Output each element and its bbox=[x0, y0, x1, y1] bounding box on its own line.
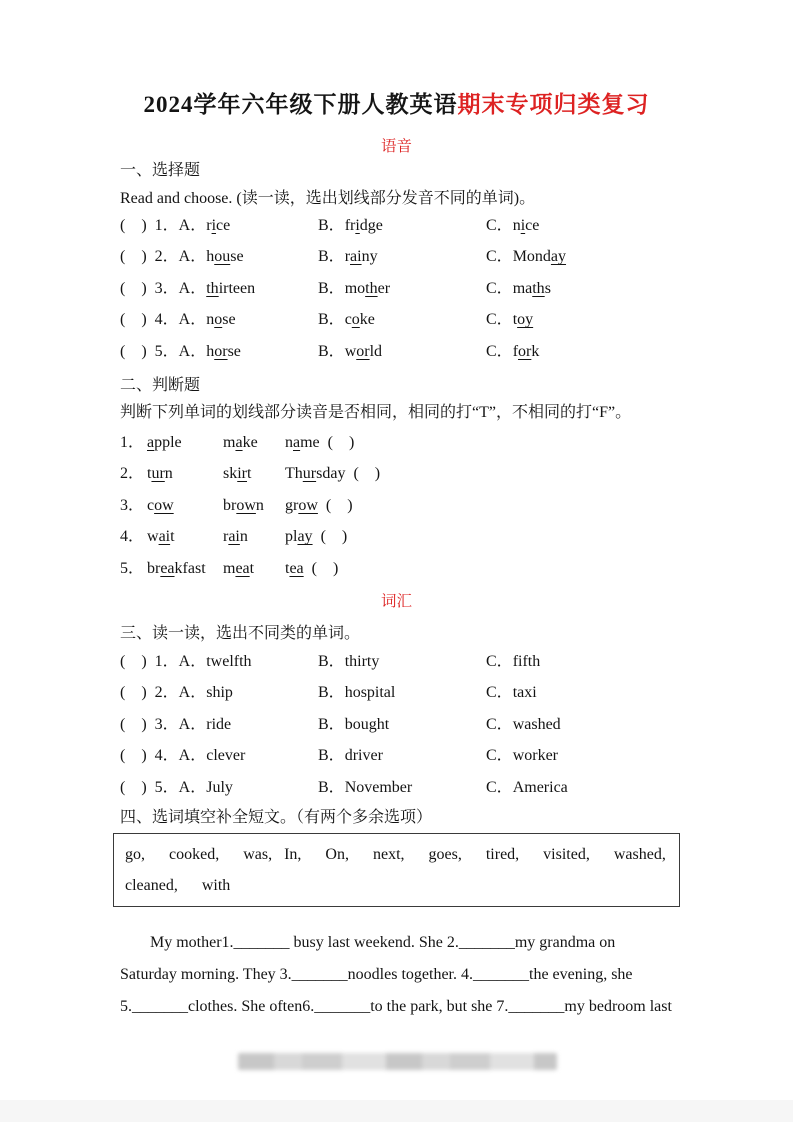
question-number: 2． bbox=[154, 684, 179, 702]
option-a bbox=[120, 646, 318, 677]
underlined-letters: ou bbox=[214, 248, 231, 266]
option-word: Monday bbox=[512, 248, 567, 266]
section-heading-phonics: 语音 bbox=[380, 138, 412, 155]
option-a bbox=[120, 241, 318, 272]
item-number: 3． bbox=[120, 496, 145, 514]
option-letter: A． bbox=[178, 653, 207, 670]
word-bank-line: cleaned, with bbox=[125, 877, 231, 894]
answer-bracket[interactable]: ( ) bbox=[120, 248, 147, 266]
option-a bbox=[120, 772, 318, 803]
option-word: America bbox=[512, 778, 568, 796]
choice-question-row bbox=[120, 273, 753, 304]
option-word: fifth bbox=[512, 653, 541, 670]
option-letter: C． bbox=[486, 653, 513, 670]
underlined-letters: ai bbox=[350, 248, 362, 266]
item-word: name bbox=[285, 434, 320, 451]
answer-bracket[interactable]: ( ) bbox=[120, 279, 147, 297]
option-letter: A． bbox=[178, 747, 207, 765]
word-bank-line: go, cooked, was, In, On, next, goes, tired, visited, washed, bbox=[125, 846, 666, 863]
choice-question-row bbox=[120, 241, 753, 272]
option-a bbox=[120, 304, 318, 335]
cloze-passage bbox=[120, 927, 682, 1023]
option-letter: B． bbox=[318, 747, 345, 765]
underlined-letters: oy bbox=[517, 311, 534, 329]
item-word: Thursday bbox=[285, 465, 346, 483]
option-c bbox=[486, 740, 753, 771]
option-letter: C． bbox=[486, 311, 513, 329]
item-word: play bbox=[285, 528, 313, 546]
option-c bbox=[486, 304, 753, 335]
option-word: rainy bbox=[344, 248, 378, 266]
underlined-letters: i bbox=[355, 217, 360, 234]
item-word: brown bbox=[223, 496, 264, 514]
true-false-item-row bbox=[120, 427, 753, 458]
question-number: 1． bbox=[154, 217, 179, 234]
answer-bracket[interactable]: ( ) bbox=[120, 217, 147, 234]
item-word: apple bbox=[147, 434, 182, 451]
option-b bbox=[318, 241, 486, 272]
underlined-letters: ow bbox=[298, 496, 318, 514]
item-word: make bbox=[223, 434, 258, 451]
underlined-letters: th bbox=[206, 279, 219, 297]
question-number: 4． bbox=[154, 747, 179, 765]
answer-bracket[interactable]: ( ) bbox=[120, 747, 147, 765]
item-word: cow bbox=[147, 496, 174, 514]
answer-bracket[interactable]: ( ) bbox=[353, 465, 381, 483]
option-c bbox=[486, 336, 753, 367]
option-word: toy bbox=[512, 311, 534, 329]
underlined-letters: ur bbox=[302, 465, 317, 483]
option-word: clever bbox=[206, 747, 246, 765]
option-word: fridge bbox=[344, 217, 383, 234]
true-false-item-row bbox=[120, 458, 753, 489]
answer-bracket[interactable]: ( ) bbox=[120, 778, 147, 796]
answer-bracket[interactable]: ( ) bbox=[325, 496, 353, 514]
option-word: worker bbox=[512, 747, 558, 765]
option-word: hospital bbox=[344, 684, 396, 702]
option-word: ship bbox=[206, 684, 233, 702]
answer-bracket[interactable]: ( ) bbox=[327, 434, 355, 451]
part2-title: 二、判断题 bbox=[120, 377, 201, 394]
option-b bbox=[318, 210, 486, 241]
option-letter: C． bbox=[486, 279, 513, 297]
underlined-letters: th bbox=[365, 279, 378, 297]
option-a bbox=[120, 740, 318, 771]
page-title-black: 2024学年六年级下册人教英语 bbox=[143, 92, 458, 117]
question-number: 1． bbox=[154, 653, 179, 670]
part2-item-list bbox=[120, 427, 753, 584]
option-letter: A． bbox=[178, 342, 207, 360]
choice-question-row bbox=[120, 677, 753, 708]
option-c bbox=[486, 646, 753, 677]
option-c bbox=[486, 273, 753, 304]
part1-instruction: Read and choose. (读一读，选出划线部分发音不同的单词)。 bbox=[120, 190, 536, 207]
answer-bracket[interactable]: ( ) bbox=[120, 715, 147, 733]
item-word: turn bbox=[147, 465, 173, 483]
option-c bbox=[486, 241, 753, 272]
option-a bbox=[120, 210, 318, 241]
option-letter: C． bbox=[486, 715, 513, 733]
underlined-letters: ow bbox=[154, 496, 174, 514]
option-word: driver bbox=[344, 747, 383, 765]
underlined-letters: ea bbox=[160, 559, 175, 577]
option-c bbox=[486, 709, 753, 740]
underlined-letters: i bbox=[211, 217, 217, 234]
option-letter: C． bbox=[486, 684, 513, 702]
option-word: house bbox=[206, 248, 244, 266]
page-title-red: 期末专项归类复习 bbox=[457, 92, 650, 117]
choice-question-row bbox=[120, 210, 753, 241]
underlined-letters: or bbox=[356, 342, 370, 360]
item-word: skirt bbox=[223, 465, 252, 483]
option-b bbox=[318, 304, 486, 335]
option-letter: C． bbox=[486, 747, 513, 765]
option-word: mother bbox=[344, 279, 391, 297]
answer-bracket[interactable]: ( ) bbox=[320, 528, 348, 546]
choice-question-row bbox=[120, 646, 753, 677]
underlined-letters: th bbox=[532, 279, 545, 297]
underlined-letters: ur bbox=[151, 465, 165, 483]
option-letter: B． bbox=[318, 653, 345, 670]
option-word: nice bbox=[512, 217, 540, 234]
item-word: tea bbox=[285, 559, 304, 577]
underlined-letters: o bbox=[351, 311, 360, 329]
option-letter: C． bbox=[486, 248, 513, 266]
option-word: taxi bbox=[512, 684, 537, 702]
option-word: July bbox=[206, 778, 233, 796]
item-word: meat bbox=[223, 559, 255, 577]
underlined-letters: or bbox=[518, 342, 532, 360]
underlined-letters: a bbox=[235, 434, 243, 451]
choice-question-row bbox=[120, 336, 753, 367]
underlined-letters: ai bbox=[228, 528, 240, 546]
option-word: coke bbox=[344, 311, 375, 329]
true-false-item-row bbox=[120, 521, 753, 552]
option-word: fork bbox=[512, 342, 540, 360]
item-number: 2． bbox=[120, 465, 145, 483]
answer-bracket[interactable]: ( ) bbox=[311, 559, 339, 577]
option-b bbox=[318, 646, 486, 677]
option-a bbox=[120, 709, 318, 740]
word-bank-box bbox=[113, 833, 680, 907]
option-letter: C． bbox=[486, 778, 513, 796]
page-title bbox=[0, 86, 793, 119]
option-word: world bbox=[344, 342, 383, 360]
option-letter: A． bbox=[178, 279, 207, 297]
option-c bbox=[486, 772, 753, 803]
option-a bbox=[120, 273, 318, 304]
option-letter: B． bbox=[318, 342, 345, 360]
option-word: maths bbox=[512, 279, 551, 297]
footer-band bbox=[0, 1100, 793, 1122]
option-b bbox=[318, 772, 486, 803]
underlined-letters: or bbox=[214, 342, 228, 360]
option-b bbox=[318, 709, 486, 740]
underlined-letters: ai bbox=[158, 528, 171, 546]
true-false-item-row bbox=[120, 553, 753, 584]
item-number: 5． bbox=[120, 559, 145, 577]
option-letter: B． bbox=[318, 248, 345, 266]
option-word: nose bbox=[206, 311, 236, 329]
item-word: grow bbox=[285, 496, 318, 514]
answer-bracket[interactable]: ( ) bbox=[120, 342, 147, 360]
option-letter: B． bbox=[318, 217, 345, 234]
blurred-watermark bbox=[238, 1053, 557, 1070]
option-b bbox=[318, 273, 486, 304]
answer-bracket[interactable]: ( ) bbox=[120, 311, 147, 329]
option-letter: B． bbox=[318, 279, 345, 297]
true-false-item-row bbox=[120, 490, 753, 521]
option-b bbox=[318, 740, 486, 771]
choice-question-row bbox=[120, 772, 753, 803]
item-word: breakfast bbox=[147, 559, 206, 577]
choice-question-row bbox=[120, 709, 753, 740]
passage-line[interactable]: Saturday morning. They 3._______noodles together. 4._______the evening, she bbox=[120, 966, 633, 983]
option-letter: B． bbox=[318, 715, 345, 733]
option-letter: A． bbox=[178, 217, 207, 234]
option-b bbox=[318, 677, 486, 708]
option-letter: C． bbox=[486, 217, 513, 234]
passage-line[interactable]: My mother1._______ busy last weekend. She 2._______my grandma on bbox=[150, 934, 616, 951]
answer-bracket[interactable]: ( ) bbox=[120, 684, 147, 702]
question-number: 5． bbox=[154, 778, 179, 796]
part1-question-list bbox=[120, 210, 753, 367]
option-letter: A． bbox=[178, 684, 207, 702]
choice-question-row bbox=[120, 740, 753, 771]
part3-question-list bbox=[120, 646, 753, 803]
question-number: 3． bbox=[154, 715, 179, 733]
option-word: thirty bbox=[344, 653, 380, 670]
part2-instruction: 判断下列单词的划线部分读音是否相同，相同的打“T”，不相同的打“F”。 bbox=[120, 404, 632, 421]
underlined-letters: ir bbox=[237, 465, 248, 483]
option-b bbox=[318, 336, 486, 367]
option-word: thirteen bbox=[206, 279, 256, 297]
option-letter: B． bbox=[318, 778, 345, 796]
option-letter: B． bbox=[318, 311, 345, 329]
item-word: wait bbox=[147, 528, 175, 546]
option-a bbox=[120, 677, 318, 708]
question-number: 3． bbox=[154, 279, 179, 297]
question-number: 4． bbox=[154, 311, 179, 329]
underlined-letters: a bbox=[293, 434, 301, 451]
option-word: twelfth bbox=[206, 653, 252, 670]
passage-line[interactable]: 5._______clothes. She often6._______to the park, but she 7._______my bedroom last bbox=[120, 998, 672, 1015]
section-heading-vocab: 词汇 bbox=[380, 593, 412, 610]
option-word: horse bbox=[206, 342, 241, 360]
option-letter: B． bbox=[318, 684, 345, 702]
question-number: 5． bbox=[154, 342, 179, 360]
underlined-letters: ea bbox=[289, 559, 304, 577]
part4-title: 四、选词填空补全短文。（有两个多余选项） bbox=[120, 809, 433, 826]
option-word: November bbox=[344, 778, 413, 796]
item-number: 4． bbox=[120, 528, 145, 546]
item-word: rain bbox=[223, 528, 248, 546]
part3-title: 三、读一读，选出不同类的单词。 bbox=[120, 625, 361, 642]
underlined-letters: ea bbox=[235, 559, 250, 577]
part1-title: 一、选择题 bbox=[120, 162, 201, 179]
option-letter: A． bbox=[178, 248, 207, 266]
option-letter: A． bbox=[178, 715, 207, 733]
option-a bbox=[120, 336, 318, 367]
option-word: rice bbox=[206, 217, 231, 234]
option-c bbox=[486, 210, 753, 241]
underlined-letters: ay bbox=[550, 248, 567, 266]
question-number: 2． bbox=[154, 248, 179, 266]
option-word: ride bbox=[206, 715, 232, 733]
option-word: washed bbox=[512, 715, 561, 733]
choice-question-row bbox=[120, 304, 753, 335]
item-number: 1． bbox=[120, 434, 145, 451]
underlined-letters: ow bbox=[236, 496, 256, 514]
option-word: bought bbox=[344, 715, 390, 733]
underlined-letters: ay bbox=[297, 528, 313, 546]
option-letter: C． bbox=[486, 342, 513, 360]
underlined-letters: a bbox=[147, 434, 155, 451]
underlined-letters: i bbox=[520, 217, 526, 234]
option-letter: A． bbox=[178, 778, 207, 796]
option-letter: A． bbox=[178, 311, 207, 329]
option-c bbox=[486, 677, 753, 708]
underlined-letters: o bbox=[214, 311, 223, 329]
answer-bracket[interactable]: ( ) bbox=[120, 653, 147, 670]
